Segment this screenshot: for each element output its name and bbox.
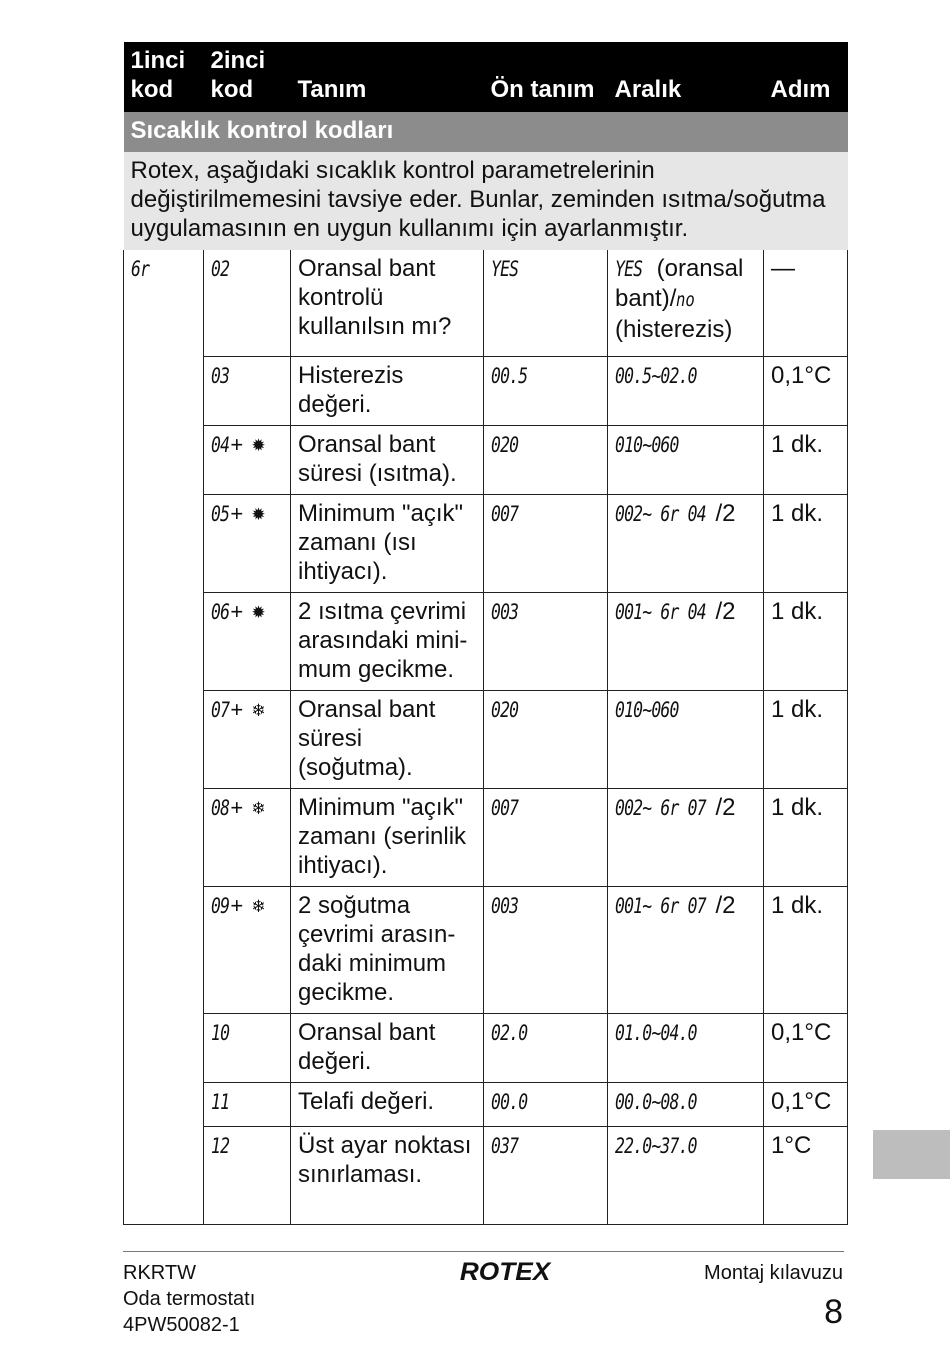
range-suffix: /2: [715, 597, 736, 625]
range-cell: [608, 1013, 764, 1082]
table-row: [124, 1126, 848, 1224]
range-option: no: [676, 289, 696, 311]
range-cell: [608, 494, 764, 592]
description-text: Histerezis değeri.: [298, 361, 404, 418]
range-value: 010~060: [615, 432, 679, 457]
step-value: 0,1°C: [771, 1087, 832, 1115]
range-note: (histerezis): [615, 316, 733, 343]
header-step: Adım: [764, 42, 848, 112]
description-text: 2 soğutma çevrimi arasın-daki minimum gecikme.: [298, 891, 456, 1006]
range-value: 002~ 6r 07: [615, 795, 706, 820]
default-value: 02.0: [491, 1020, 528, 1045]
step-cell: [764, 690, 848, 788]
table-row: [124, 788, 848, 886]
range-cell: [608, 886, 764, 1013]
step-value: 1 dk.: [771, 430, 824, 458]
range-suffix: /2: [715, 891, 736, 919]
range-value: YES: [615, 257, 643, 281]
second-code-cell: [204, 1126, 291, 1224]
header-second-code: 2inci kod: [204, 42, 291, 112]
range-value: 00.5~02.0: [615, 363, 697, 388]
first-code-cell: [124, 250, 204, 1224]
header-range: Aralık: [608, 42, 764, 112]
default-value: 007: [491, 795, 519, 820]
footer-left: [123, 1260, 255, 1338]
range-suffix: (oransal bant)/: [615, 255, 744, 312]
second-code-value: 08: [211, 795, 230, 820]
second-code-cell: [204, 425, 291, 494]
default-cell: [484, 494, 608, 592]
default-cell: [484, 1082, 608, 1126]
second-code-value: 05: [211, 501, 230, 526]
step-value: 0,1°C: [771, 361, 832, 389]
default-value: 007: [491, 501, 519, 526]
step-cell: [764, 886, 848, 1013]
description-cell: [291, 1013, 484, 1082]
range-value: 001~ 6r 04: [615, 599, 706, 624]
header-first-code: 1inci kod: [124, 42, 204, 112]
snowflake-icon: ❄: [251, 700, 266, 720]
default-value: 00.5: [491, 363, 528, 388]
description-cell: [291, 494, 484, 592]
default-cell: [484, 250, 608, 356]
second-code-cell: [204, 788, 291, 886]
mode-plus: +: [224, 794, 250, 820]
table-row: [124, 1082, 848, 1126]
step-value: 1 dk.: [771, 793, 824, 821]
temperature-codes-table: [123, 42, 848, 1225]
note-text: Rotex, aşağıdaki sıcaklık kontrol parametrelerinin değiştirilmemesini tavsiye eder. Bunlar, zeminden ısıtma/soğutma uygulamasının en uygun kullanımı için ayarlanmıştır.: [124, 152, 848, 250]
default-cell: [484, 886, 608, 1013]
table-row: [124, 494, 848, 592]
second-code-cell: [204, 886, 291, 1013]
range-value: 01.0~04.0: [615, 1020, 697, 1045]
footer-doc-code: 4PW50082-1: [123, 1314, 240, 1336]
second-code-cell: [204, 690, 291, 788]
mode-plus: +: [224, 696, 250, 722]
second-code-value: 10: [211, 1020, 230, 1045]
step-cell: [764, 1013, 848, 1082]
sun-icon: ✹: [251, 602, 266, 622]
description-cell: [291, 250, 484, 356]
description-text: Oransal bant süresi (ısıtma).: [298, 430, 457, 487]
step-value: 1 dk.: [771, 891, 824, 919]
default-cell: [484, 592, 608, 690]
default-cell: [484, 356, 608, 425]
section-tab-marker: [873, 1130, 950, 1179]
table-row: [124, 886, 848, 1013]
header-description: Tanım: [291, 42, 484, 112]
range-value: 00.0~08.0: [615, 1089, 697, 1114]
header-default: Ön tanım: [484, 42, 608, 112]
step-value: 1 dk.: [771, 695, 824, 723]
second-code-value: 07: [211, 697, 230, 722]
step-value: 1°C: [771, 1131, 812, 1159]
second-code-cell: [204, 494, 291, 592]
range-suffix: /2: [715, 499, 736, 527]
second-code-value: 06: [211, 599, 230, 624]
description-cell: [291, 886, 484, 1013]
default-value: 020: [491, 432, 519, 457]
table-row: [124, 250, 848, 356]
table-row: [124, 690, 848, 788]
step-value: 1 dk.: [771, 597, 824, 625]
default-cell: [484, 1126, 608, 1224]
default-value: 00.0: [491, 1089, 528, 1114]
range-cell: [608, 250, 764, 356]
step-cell: [764, 1082, 848, 1126]
second-code-value: 09: [211, 893, 230, 918]
section-title: Sıcaklık kontrol kodları: [124, 112, 848, 152]
step-cell: [764, 1126, 848, 1224]
table-header-row: [124, 42, 848, 112]
default-value: 003: [491, 599, 519, 624]
second-code-value: 02: [211, 257, 230, 281]
description-cell: [291, 356, 484, 425]
step-value: —: [771, 255, 795, 282]
second-code-cell: [204, 356, 291, 425]
snowflake-icon: ❄: [251, 896, 266, 916]
default-value: YES: [491, 257, 519, 281]
description-cell: [291, 690, 484, 788]
second-code-value: 11: [211, 1089, 230, 1114]
footer-manual: Montaj kılavuzu: [704, 1262, 843, 1284]
range-cell: [608, 788, 764, 886]
range-value: 010~060: [615, 697, 679, 722]
description-text: Minimum "açık" zamanı (ısı ihtiyacı).: [298, 499, 464, 585]
table-row: [124, 356, 848, 425]
description-text: Oransal bant süresi (soğutma).: [298, 695, 436, 781]
step-cell: [764, 356, 848, 425]
description-cell: [291, 592, 484, 690]
description-text: Üst ayar noktası sınırlaması.: [298, 1131, 472, 1188]
table-row: [124, 425, 848, 494]
default-value: 037: [491, 1133, 519, 1158]
range-suffix: /2: [715, 793, 736, 821]
page-number: 8: [824, 1293, 843, 1331]
step-cell: [764, 250, 848, 356]
mode-plus: +: [224, 598, 250, 624]
first-code-value: 6r: [131, 257, 150, 281]
step-cell: [764, 425, 848, 494]
second-code-cell: [204, 1082, 291, 1126]
mode-plus: +: [224, 431, 250, 457]
description-cell: [291, 788, 484, 886]
default-cell: [484, 690, 608, 788]
step-cell: [764, 494, 848, 592]
table-row: [124, 1013, 848, 1082]
default-value: 003: [491, 893, 519, 918]
default-value: 020: [491, 697, 519, 722]
second-code-cell: [204, 1013, 291, 1082]
range-cell: [608, 1126, 764, 1224]
description-text: Minimum "açık" zamanı (serinlik ihtiyacı).: [298, 793, 467, 879]
step-cell: [764, 788, 848, 886]
table-row: [124, 592, 848, 690]
note-row: [124, 152, 848, 250]
footer-product: Oda termostatı: [123, 1288, 256, 1310]
description-cell: [291, 425, 484, 494]
range-cell: [608, 425, 764, 494]
range-value: 001~ 6r 07: [615, 893, 706, 918]
description-cell: [291, 1082, 484, 1126]
section-row: [124, 112, 848, 152]
default-cell: [484, 425, 608, 494]
range-cell: [608, 690, 764, 788]
sun-icon: ✹: [251, 435, 266, 455]
footer-model: RKRTW: [123, 1262, 196, 1284]
snowflake-icon: ❄: [251, 798, 266, 818]
description-cell: [291, 1126, 484, 1224]
default-cell: [484, 788, 608, 886]
description-text: Oransal bant kontrolü kullanılsın mı?: [298, 255, 452, 340]
description-text: Oransal bant değeri.: [298, 1018, 436, 1075]
range-value: 22.0~37.0: [615, 1133, 697, 1158]
second-code-value: 03: [211, 363, 230, 388]
range-value: 002~ 6r 04: [615, 501, 706, 526]
second-code-value: 12: [211, 1133, 230, 1158]
mode-plus: +: [224, 500, 250, 526]
range-cell: [608, 1082, 764, 1126]
table-body: [124, 250, 848, 1224]
range-cell: [608, 592, 764, 690]
step-value: 1 dk.: [771, 499, 824, 527]
description-text: Telafi değeri.: [298, 1087, 435, 1115]
footer-divider: [123, 1251, 844, 1252]
second-code-cell: [204, 250, 291, 356]
step-cell: [764, 592, 848, 690]
step-value: 0,1°C: [771, 1018, 832, 1046]
second-code-value: 04: [211, 432, 230, 457]
default-cell: [484, 1013, 608, 1082]
second-code-cell: [204, 592, 291, 690]
sun-icon: ✹: [251, 504, 266, 524]
description-text: 2 ısıtma çevrimi arasındaki mini-mum gecikme.: [298, 597, 468, 683]
mode-plus: +: [224, 892, 250, 918]
brand-logo: ROTEX: [459, 1258, 551, 1286]
range-cell: [608, 356, 764, 425]
